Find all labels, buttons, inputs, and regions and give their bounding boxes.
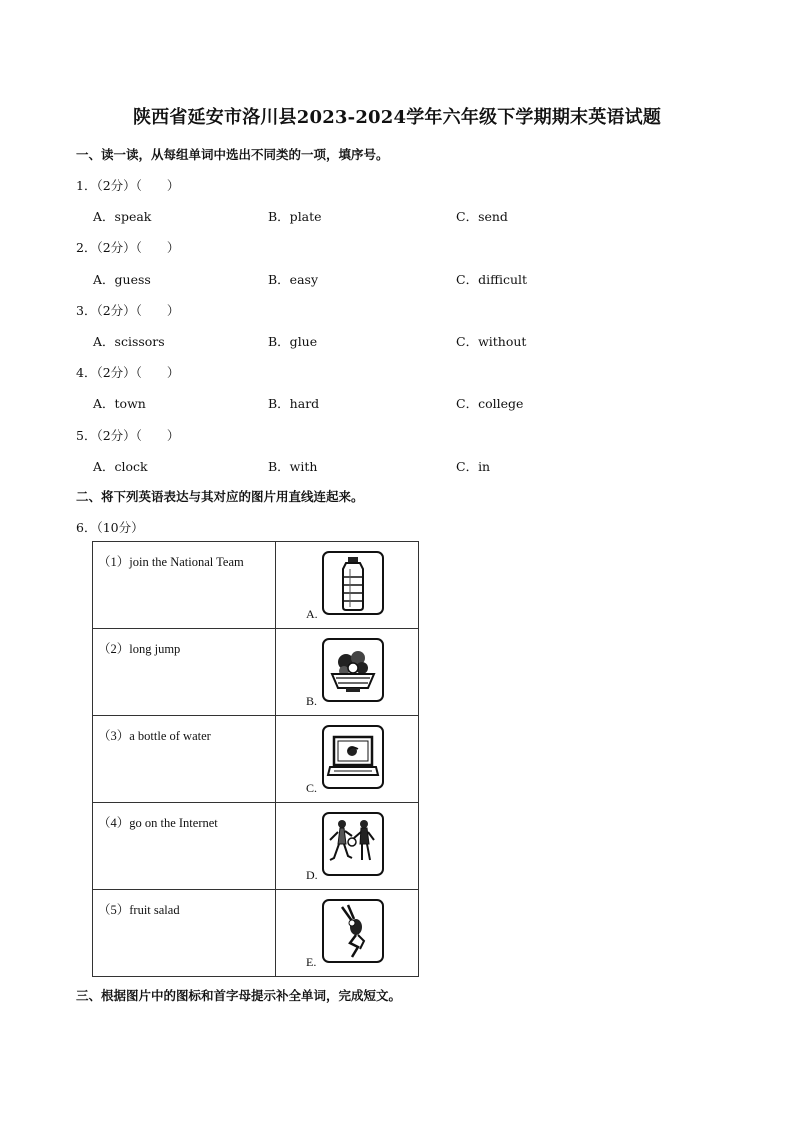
page-title: 陕西省延安市洛川县2023-2024学年六年级下学期期末英语试题 bbox=[132, 107, 662, 128]
long-jumper-icon bbox=[322, 899, 384, 963]
water-bottle-icon bbox=[322, 551, 384, 615]
table-row bbox=[93, 542, 419, 629]
question-1-label: 1．（2分）（ ） bbox=[76, 178, 180, 193]
match-text-2: （2）long jump bbox=[98, 642, 181, 656]
q3-option-b: B．glue bbox=[268, 334, 318, 349]
question-3-label: 3．（2分）（ ） bbox=[76, 303, 180, 318]
q4-option-a: A．town bbox=[93, 396, 146, 411]
section-2-heading: 二、将下列英语表达与其对应的图片用直线连起来。 bbox=[76, 489, 364, 504]
q2-option-b: B．easy bbox=[268, 272, 319, 287]
q4-option-b: B．hard bbox=[268, 396, 320, 411]
q4-option-c: C．college bbox=[456, 396, 524, 411]
table-row bbox=[93, 803, 419, 890]
question-2-label: 2．（2分）（ ） bbox=[76, 240, 180, 255]
picture-letter-d: D. bbox=[306, 868, 318, 882]
q2-option-c: C．difficult bbox=[456, 272, 528, 287]
q3-option-c: C．without bbox=[456, 334, 527, 349]
q5-option-c: C．in bbox=[456, 459, 491, 474]
q1-option-a: A．speak bbox=[93, 209, 152, 224]
q5-option-a: A．clock bbox=[93, 459, 148, 474]
question-5-label: 5．（2分）（ ） bbox=[76, 428, 180, 443]
laptop-icon bbox=[322, 725, 384, 789]
match-text-3: （3）a bottle of water bbox=[98, 729, 211, 743]
picture-letter-a: A. bbox=[306, 607, 318, 621]
picture-letter-b: B. bbox=[306, 694, 318, 708]
basketball-players-icon bbox=[322, 812, 384, 876]
match-text-5: （5）fruit salad bbox=[98, 903, 180, 917]
q1-option-b: B．plate bbox=[268, 209, 322, 224]
fruit-salad-icon bbox=[322, 638, 384, 702]
picture-letter-c: C. bbox=[306, 781, 318, 795]
match-text-4: （4）go on the Internet bbox=[98, 816, 218, 830]
table-row bbox=[93, 716, 419, 803]
q2-option-a: A．guess bbox=[93, 272, 151, 287]
question-4-label: 4．（2分）（ ） bbox=[76, 365, 180, 380]
table-row bbox=[93, 629, 419, 716]
match-text-1: （1）join the National Team bbox=[98, 555, 244, 569]
table-row bbox=[93, 890, 419, 977]
q5-option-b: B．with bbox=[268, 459, 318, 474]
question-6-label: 6．（10分） bbox=[76, 520, 144, 535]
picture-letter-e: E. bbox=[306, 955, 317, 969]
q1-option-c: C．send bbox=[456, 209, 508, 224]
matching-table bbox=[92, 541, 419, 977]
q3-option-a: A．scissors bbox=[93, 334, 165, 349]
section-3-heading: 三、根据图片中的图标和首字母提示补全单词，完成短文。 bbox=[76, 988, 402, 1003]
section-1-heading: 一、读一读，从每组单词中选出不同类的一项，填序号。 bbox=[76, 147, 389, 162]
